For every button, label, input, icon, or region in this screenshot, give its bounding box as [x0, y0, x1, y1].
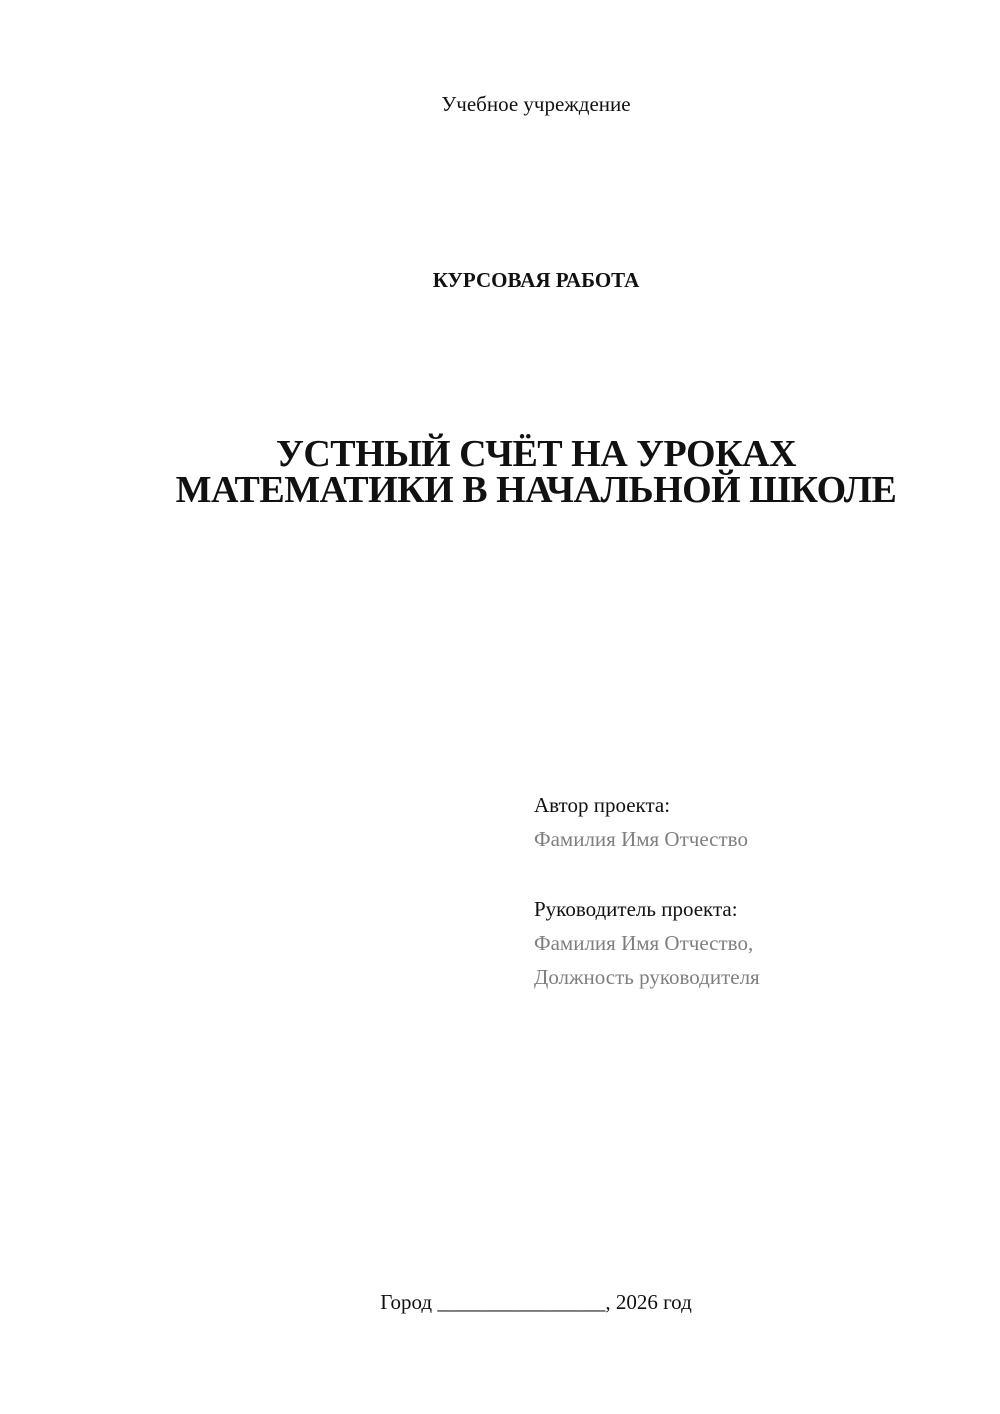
- supervisor-label: Руководитель проекта:: [534, 897, 738, 921]
- document-title: [0, 433, 1000, 511]
- author-label: Автор проекта:: [534, 793, 671, 817]
- supervisor-position: Должность руководителя: [534, 965, 760, 989]
- author-name: Фамилия Имя Отчество: [534, 827, 748, 851]
- spacer: [534, 856, 760, 892]
- credits-block: [534, 788, 760, 994]
- document-type: КУРСОВАЯ РАБОТА: [432, 268, 640, 292]
- title-line-2: МАТЕМАТИКИ В НАЧАЛЬНОЙ ШКОЛЕ: [175, 469, 897, 511]
- title-line-1: УСТНЫЙ СЧЁТ НА УРОКАХ: [275, 433, 797, 475]
- city-year-footer: Город ________________, 2026 год: [380, 1290, 692, 1314]
- institution-name: Учебное учреждение: [441, 92, 631, 116]
- supervisor-name: Фамилия Имя Отчество,: [534, 931, 754, 955]
